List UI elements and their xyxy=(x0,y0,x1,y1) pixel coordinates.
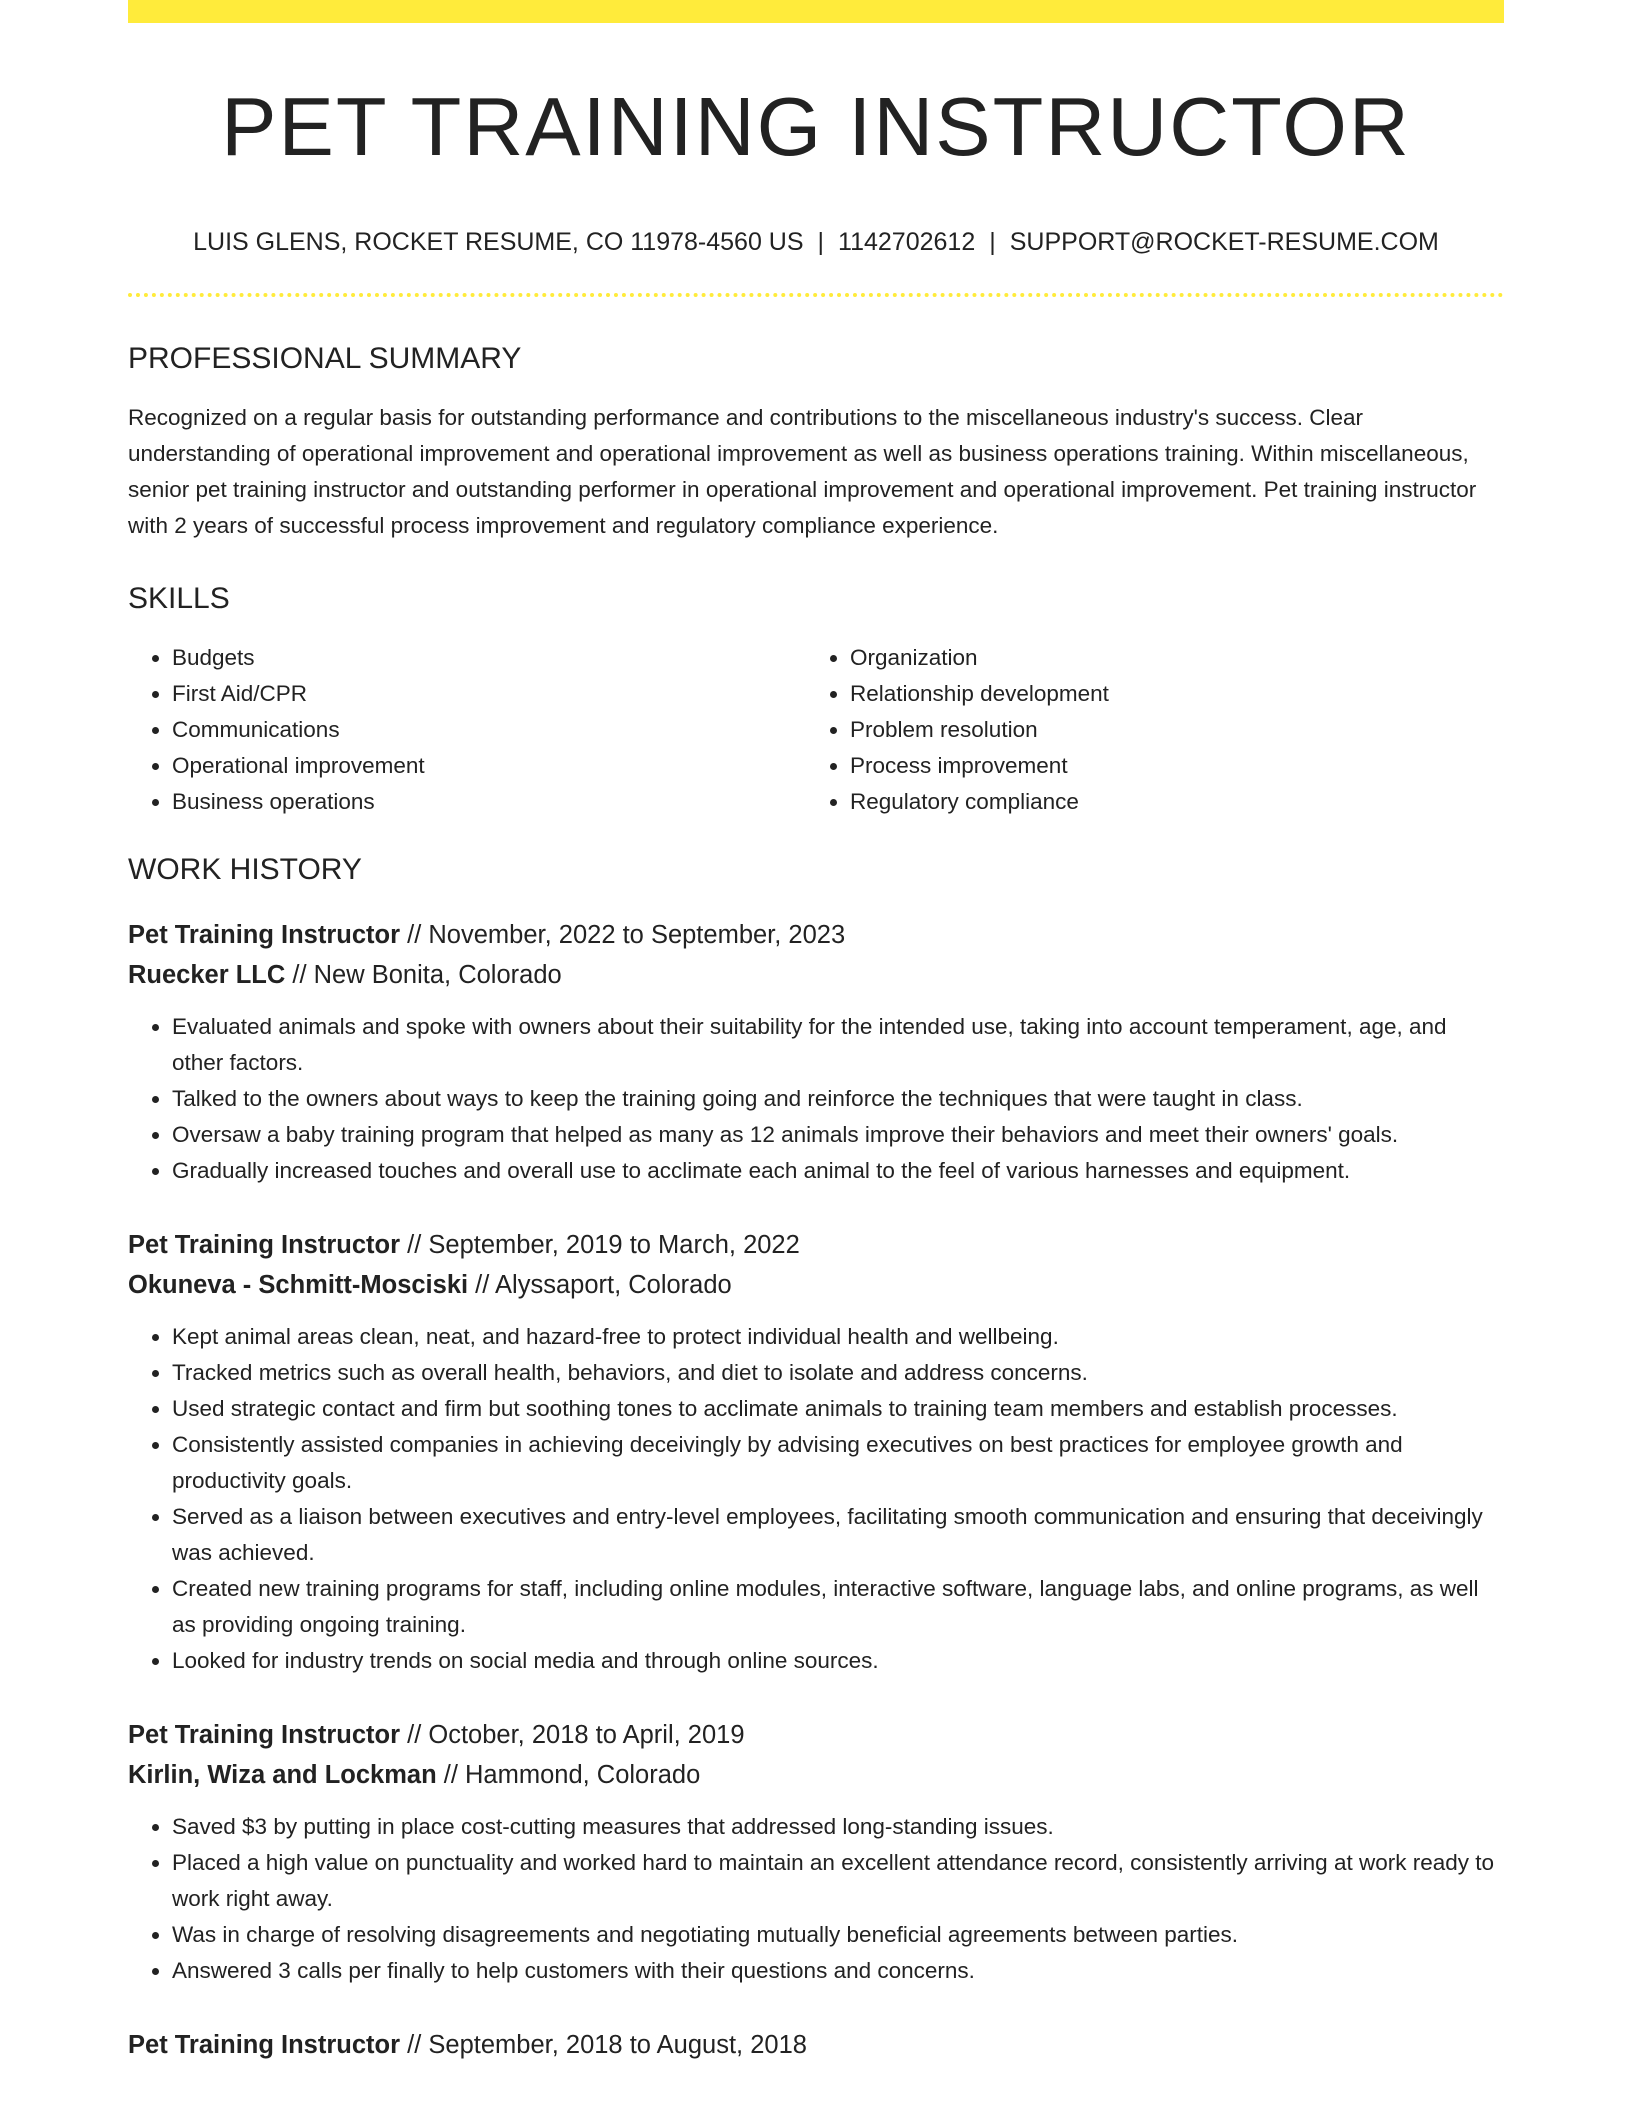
skill-item: • Communications xyxy=(172,712,806,748)
job-location: // Alyssaport, Colorado xyxy=(468,1271,732,1299)
summary-text: Recognized on a regular basis for outstanding performance and contributions to the miscellaneous industry's success. Clear understanding of operational improvement and operational improvement as well as business operations training. Within miscellaneous, senior pet training instructor and outstanding performer in operational improvement and operational improvement. Pet training instructor with 2 years of successful process improvement and regulatory compliance experience. xyxy=(128,405,1477,538)
job-bullet: • Talked to the owners about ways to keep the training going and reinforce the techniques that were taught in class. xyxy=(172,1081,1504,1117)
job-title-line xyxy=(128,1715,1504,1755)
skill-item: • Business operations xyxy=(172,784,806,820)
skill-item: • Process improvement xyxy=(850,748,1484,784)
contact-phone: 1142702612 xyxy=(838,228,976,256)
job-location: // Hammond, Colorado xyxy=(436,1761,701,1789)
job-title: Pet Training Instructor xyxy=(128,1231,401,1259)
job-bullet: • Used strategic contact and firm but soothing tones to acclimate animals to training team members and establish processes. xyxy=(172,1391,1504,1427)
job-bullet: • Kept animal areas clean, neat, and hazard-free to protect individual health and wellbeing. xyxy=(172,1319,1504,1355)
skill-item: • Relationship development xyxy=(850,676,1484,712)
skill-item: • Organization xyxy=(850,640,1484,676)
job-company-line xyxy=(128,1265,1504,1305)
job-dates: // November, 2022 to September, 2023 xyxy=(400,921,846,949)
job-bullet: • Saved $3 by putting in place cost-cutting measures that addressed long-standing issues. xyxy=(172,1809,1504,1845)
contact-address: LUIS GLENS, ROCKET RESUME, CO 11978-4560 US xyxy=(193,228,804,256)
job-bullet: • Answered 3 calls per finally to help customers with their questions and concerns. xyxy=(172,1953,1504,1989)
job-title-line xyxy=(128,2025,1504,2065)
job-bullet: • Looked for industry trends on social media and through online sources. xyxy=(172,1643,1504,1679)
job-bullet: • Tracked metrics such as overall health, behaviors, and diet to isolate and address concerns. xyxy=(172,1355,1504,1391)
job-entry xyxy=(128,2025,1504,2065)
job-title: Pet Training Instructor xyxy=(128,1721,401,1749)
job-company-line xyxy=(128,1755,1504,1795)
job-location: // New Bonita, Colorado xyxy=(285,961,562,989)
skills-list xyxy=(128,640,1504,820)
job-bullet: • Was in charge of resolving disagreements and negotiating mutually beneficial agreements between parties. xyxy=(172,1917,1504,1953)
skills-heading: SKILLS xyxy=(128,582,230,615)
contact-line xyxy=(128,230,1504,255)
resume-page xyxy=(128,0,1504,2065)
job-bullet: • Gradually increased touches and overall use to acclimate each animal to the feel of various harnesses and equipment. xyxy=(172,1153,1504,1189)
job-dates: // September, 2019 to March, 2022 xyxy=(400,1231,800,1259)
skills-column-left xyxy=(128,640,806,820)
job-title: Pet Training Instructor xyxy=(128,2031,401,2059)
skill-item: • Regulatory compliance xyxy=(850,784,1484,820)
resume-title: PET TRAINING INSTRUCTOR xyxy=(221,80,1411,173)
job-bullet: • Served as a liaison between executives and entry-level employees, facilitating smooth communication and ensuring that deceivingly was achieved. xyxy=(172,1499,1504,1571)
job-title-line xyxy=(128,1225,1504,1265)
skill-item: • Problem resolution xyxy=(850,712,1484,748)
contact-email: SUPPORT@ROCKET-RESUME.COM xyxy=(1009,228,1439,256)
skill-item: • Budgets xyxy=(172,640,806,676)
job-company: Okuneva - Schmitt-Mosciski xyxy=(128,1271,469,1299)
job-bullet: • Placed a high value on punctuality and worked hard to maintain an excellent attendance record, consistently arriving at work ready to work right away. xyxy=(172,1845,1504,1917)
job-bullets xyxy=(128,1319,1504,1679)
job-bullets xyxy=(128,1009,1504,1189)
contact-separator: | xyxy=(989,228,996,256)
job-company-line xyxy=(128,955,1504,995)
skill-item: • Operational improvement xyxy=(172,748,806,784)
job-bullet: • Evaluated animals and spoke with owners about their suitability for the intended use, taking into account temperament, age, and other factors. xyxy=(172,1009,1504,1081)
skills-column-right xyxy=(806,640,1484,820)
job-dates: // October, 2018 to April, 2019 xyxy=(400,1721,745,1749)
dotted-divider xyxy=(128,293,1504,297)
job-dates: // September, 2018 to August, 2018 xyxy=(400,2031,807,2059)
job-bullet: • Consistently assisted companies in achieving deceivingly by advising executives on best practices for employee growth and productivity goals. xyxy=(172,1427,1504,1499)
job-entry xyxy=(128,1715,1504,1989)
job-company: Kirlin, Wiza and Lockman xyxy=(128,1761,437,1789)
skill-item: • First Aid/CPR xyxy=(172,676,806,712)
job-bullets xyxy=(128,1809,1504,1989)
job-bullet: • Oversaw a baby training program that helped as many as 12 animals improve their behaviors and meet their owners' goals. xyxy=(172,1117,1504,1153)
contact-separator: | xyxy=(817,228,825,256)
job-title-line xyxy=(128,915,1504,955)
job-title: Pet Training Instructor xyxy=(128,921,401,949)
job-company: Ruecker LLC xyxy=(128,961,286,989)
work-history-heading: WORK HISTORY xyxy=(128,853,362,886)
job-entry xyxy=(128,1225,1504,1679)
job-entry xyxy=(128,915,1504,1189)
summary-heading: PROFESSIONAL SUMMARY xyxy=(128,342,522,375)
job-bullet: • Created new training programs for staff, including online modules, interactive software, language labs, and online programs, as well as providing ongoing training. xyxy=(172,1571,1504,1643)
accent-bar xyxy=(128,0,1504,23)
